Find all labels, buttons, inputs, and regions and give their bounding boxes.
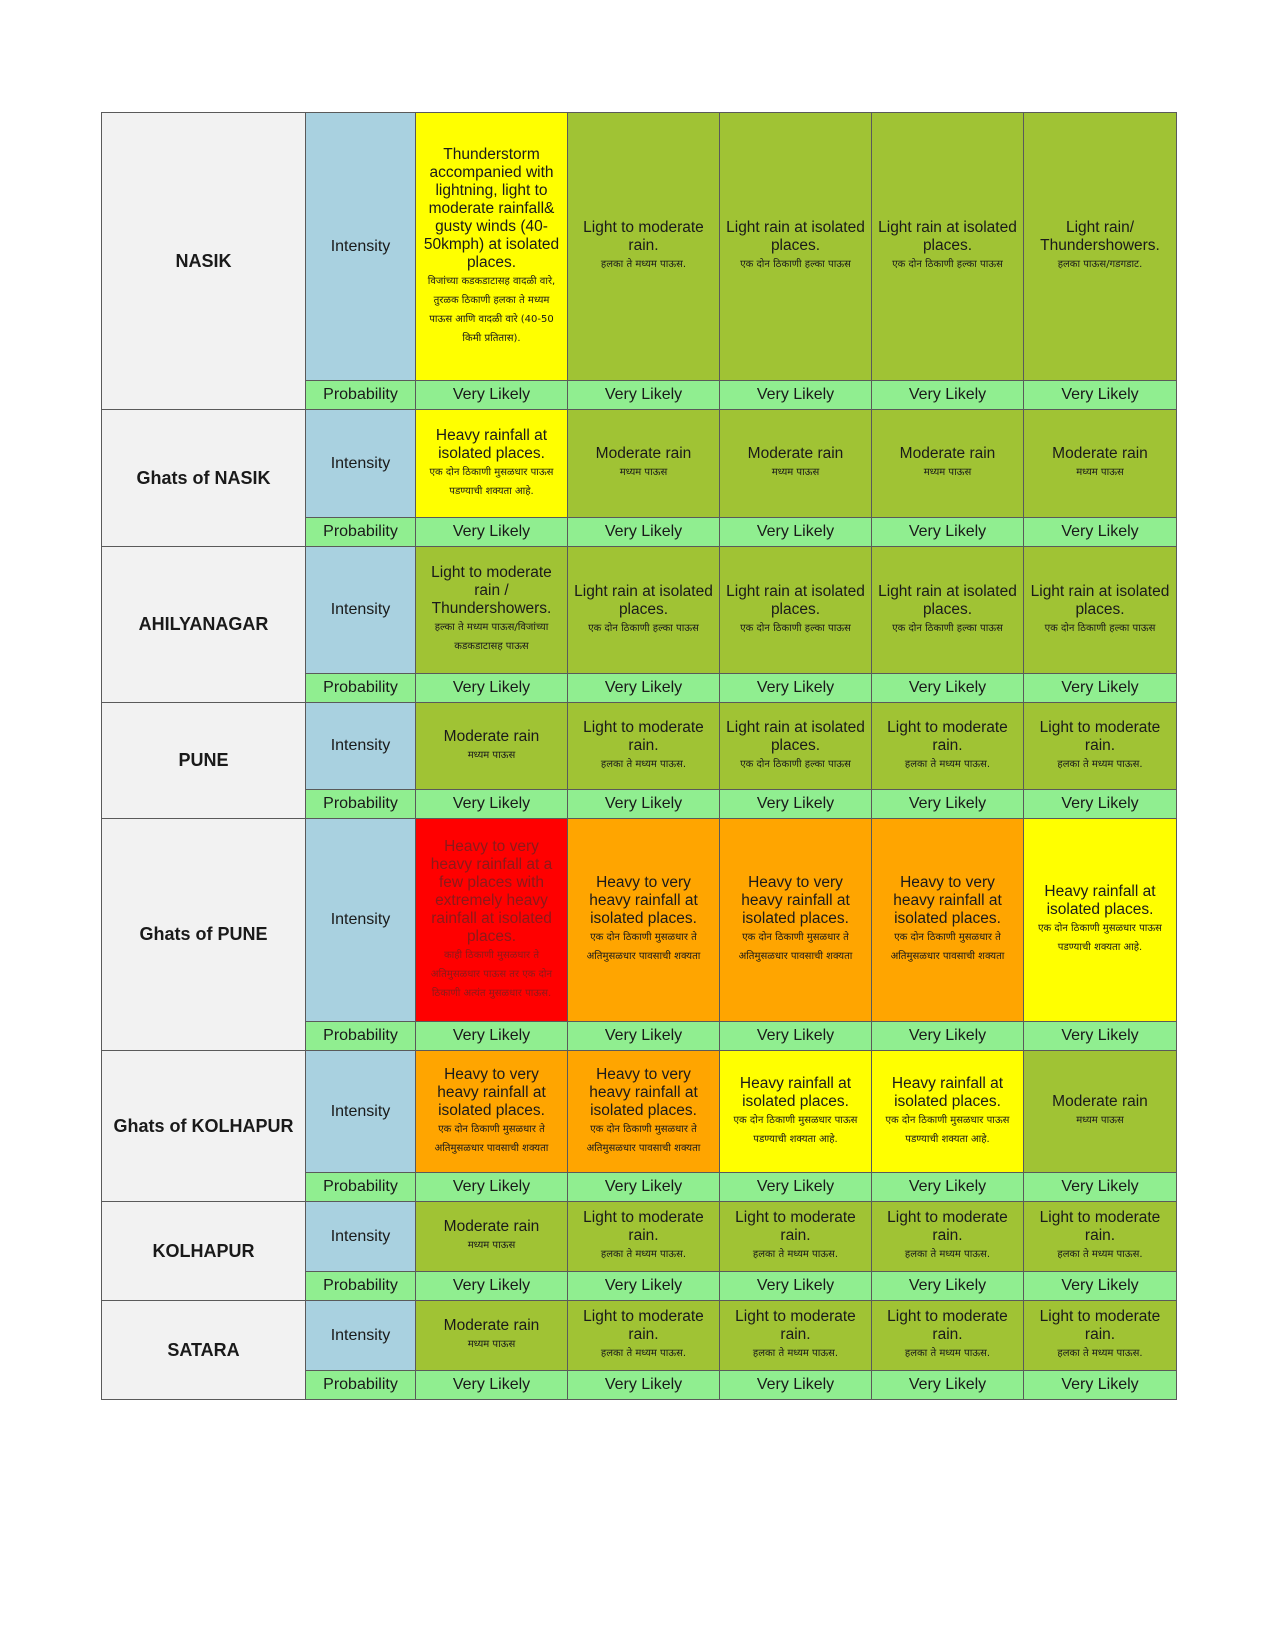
district-name: Ghats of KOLHAPUR <box>102 1051 306 1202</box>
forecast-english: Light rain at isolated places. <box>878 582 1017 618</box>
district-name: Ghats of PUNE <box>102 819 306 1051</box>
probability-cell: Very Likely <box>416 381 568 410</box>
forecast-marathi: एक दोन ठिकाणी मुसळधार ते अतिमुसळधार पावसाची शक्यता <box>586 1123 701 1154</box>
forecast-marathi: मध्यम पाऊस <box>619 467 668 478</box>
probability-cell: Very Likely <box>872 381 1024 410</box>
intensity-cell <box>872 547 1024 674</box>
forecast-marathi: विजांच्या कडकडाटासह वादळी वारे, तुरळक ठिकाणी हलका ते मध्यम पाऊस आणि वादळी वारे (40-50 किमी प्रतितास). <box>427 275 556 344</box>
intensity-cell <box>1024 819 1177 1022</box>
forecast-marathi: हलका ते मध्यम पाऊस. <box>904 758 991 770</box>
forecast-marathi: एक दोन ठिकाणी मुसळधार पाऊस पडण्याची शक्यता आहे. <box>733 1114 858 1145</box>
intensity-cell <box>872 1202 1024 1272</box>
intensity-cell <box>1024 547 1177 674</box>
forecast-marathi: हलका ते मध्यम पाऊस. <box>904 1249 991 1260</box>
intensity-cell <box>1024 1051 1177 1173</box>
probability-cell: Very Likely <box>872 674 1024 703</box>
probability-label: Probability <box>306 674 416 703</box>
forecast-english: Heavy to very heavy rainfall at isolated places. <box>589 874 698 927</box>
forecast-marathi: हलका ते मध्यम पाऊस. <box>752 1249 839 1260</box>
forecast-english: Light rain at isolated places. <box>726 718 865 754</box>
intensity-cell <box>872 1051 1024 1173</box>
probability-label: Probability <box>306 1272 416 1301</box>
forecast-english: Moderate rain <box>747 445 844 462</box>
intensity-cell <box>872 819 1024 1022</box>
forecast-english: Heavy rainfall at isolated places. <box>1044 883 1156 918</box>
probability-cell: Very Likely <box>720 381 872 410</box>
intensity-cell <box>416 819 568 1022</box>
forecast-english: Light to moderate rain. <box>735 1209 856 1244</box>
probability-cell: Very Likely <box>1024 674 1177 703</box>
probability-cell: Very Likely <box>872 1371 1024 1400</box>
probability-label: Probability <box>306 1173 416 1202</box>
forecast-english: Light rain at isolated places. <box>726 219 865 254</box>
forecast-marathi: एक दोन ठिकाणी मुसळधार ते अतिमुसळधार पावसाची शक्यता <box>434 1123 549 1154</box>
intensity-cell <box>720 410 872 518</box>
probability-cell: Very Likely <box>416 1272 568 1301</box>
forecast-english: Heavy to very heavy rainfall at isolated places. <box>893 874 1002 927</box>
probability-cell: Very Likely <box>1024 790 1177 819</box>
intensity-cell <box>720 1051 872 1173</box>
probability-cell: Very Likely <box>720 790 872 819</box>
forecast-english: Light to moderate rain. <box>583 1209 704 1244</box>
forecast-english: Moderate rain <box>899 445 996 462</box>
probability-cell: Very Likely <box>872 1022 1024 1051</box>
forecast-english: Light to moderate rain / Thundershowers. <box>431 564 552 617</box>
intensity-label: Intensity <box>306 1051 416 1173</box>
intensity-row <box>102 819 1177 1022</box>
district-name: Ghats of NASIK <box>102 410 306 547</box>
forecast-english: Heavy to very heavy rainfall at a few places with extremely heavy rainfall at isolated places. <box>430 837 553 945</box>
intensity-row <box>102 410 1177 518</box>
forecast-english: Light rain at isolated places. <box>726 582 865 618</box>
intensity-label: Intensity <box>306 703 416 790</box>
forecast-english: Heavy to very heavy rainfall at isolated places. <box>589 1065 698 1119</box>
probability-label: Probability <box>306 1371 416 1400</box>
intensity-row <box>102 1202 1177 1272</box>
forecast-marathi: एक दोन ठिकाणी हल्का पाऊस <box>740 259 851 270</box>
forecast-english: Moderate rain <box>595 445 692 462</box>
intensity-cell <box>872 1301 1024 1371</box>
district-name: SATARA <box>102 1301 306 1400</box>
probability-cell: Very Likely <box>416 518 568 547</box>
forecast-table <box>101 112 1177 1400</box>
forecast-marathi: मध्यम पाऊस <box>923 467 972 478</box>
forecast-marathi: हलका पाऊस/गडगडाट. <box>1057 259 1143 270</box>
intensity-cell <box>1024 113 1177 381</box>
intensity-label: Intensity <box>306 1202 416 1272</box>
intensity-cell <box>568 547 720 674</box>
intensity-cell <box>1024 1301 1177 1371</box>
intensity-cell <box>1024 703 1177 790</box>
intensity-cell <box>720 547 872 674</box>
forecast-marathi: एक दोन ठिकाणी मुसळधार पाऊस पडण्याची शक्यता आहे. <box>885 1114 1010 1145</box>
forecast-marathi: हलका ते मध्यम पाऊस. <box>1057 1249 1143 1260</box>
probability-cell: Very Likely <box>720 1173 872 1202</box>
probability-cell: Very Likely <box>416 1173 568 1202</box>
forecast-english: Light to moderate rain. <box>1039 718 1161 754</box>
district-name: NASIK <box>102 113 306 410</box>
intensity-cell <box>872 113 1024 381</box>
intensity-cell <box>568 819 720 1022</box>
forecast-marathi: हलका ते मध्यम पाऊस. <box>1057 1348 1143 1359</box>
intensity-cell <box>416 410 568 518</box>
probability-cell: Very Likely <box>720 518 872 547</box>
forecast-marathi: हलका ते मध्यम पाऊस. <box>752 1348 839 1359</box>
forecast-english: Light to moderate rain. <box>887 718 1008 754</box>
probability-cell: Very Likely <box>720 1371 872 1400</box>
forecast-marathi: हलका ते मध्यम पाऊस. <box>904 1348 991 1359</box>
forecast-english: Light to moderate rain. <box>583 219 704 254</box>
probability-cell: Very Likely <box>416 790 568 819</box>
forecast-marathi: एक दोन ठिकाणी हल्का पाऊस <box>740 622 851 634</box>
forecast-english: Light to moderate rain. <box>735 1308 856 1343</box>
intensity-label: Intensity <box>306 113 416 381</box>
forecast-marathi: एक दोन ठिकाणी हल्का पाऊस <box>588 622 699 634</box>
forecast-english: Moderate rain <box>443 1317 540 1334</box>
district-name: AHILYANAGAR <box>102 547 306 703</box>
forecast-english: Light to moderate rain. <box>887 1308 1008 1343</box>
forecast-table-body <box>102 113 1177 1400</box>
forecast-english: Moderate rain <box>443 727 540 745</box>
forecast-english: Moderate rain <box>1052 1093 1148 1110</box>
intensity-cell <box>720 819 872 1022</box>
forecast-marathi: एक दोन ठिकाणी हल्का पाऊस <box>1044 622 1156 634</box>
intensity-cell <box>416 113 568 381</box>
forecast-marathi: हलका ते मध्यम पाऊस. <box>1057 758 1143 770</box>
probability-cell: Very Likely <box>872 790 1024 819</box>
probability-cell: Very Likely <box>416 1371 568 1400</box>
probability-label: Probability <box>306 518 416 547</box>
forecast-english: Light rain at isolated places. <box>574 582 713 618</box>
probability-cell: Very Likely <box>568 1173 720 1202</box>
probability-cell: Very Likely <box>568 1272 720 1301</box>
intensity-cell <box>568 410 720 518</box>
forecast-marathi: हलका ते मध्यम पाऊस. <box>600 1249 687 1260</box>
probability-cell: Very Likely <box>568 790 720 819</box>
forecast-english: Light rain/ Thundershowers. <box>1040 219 1160 254</box>
forecast-marathi: मध्यम पाऊस <box>771 467 820 478</box>
probability-cell: Very Likely <box>872 518 1024 547</box>
probability-cell: Very Likely <box>1024 1173 1177 1202</box>
intensity-label: Intensity <box>306 547 416 674</box>
intensity-label: Intensity <box>306 819 416 1022</box>
probability-label: Probability <box>306 1022 416 1051</box>
forecast-english: Heavy to very heavy rainfall at isolated places. <box>741 874 850 927</box>
forecast-marathi: एक दोन ठिकाणी मुसळधार पाऊस पडण्याची शक्यता आहे. <box>429 466 554 497</box>
intensity-cell <box>416 1202 568 1272</box>
intensity-cell <box>568 1051 720 1173</box>
probability-cell: Very Likely <box>416 1022 568 1051</box>
probability-cell: Very Likely <box>872 1173 1024 1202</box>
forecast-english: Light to moderate rain. <box>1039 1308 1161 1343</box>
forecast-marathi: हल्का ते मध्यम पाऊस/विजांच्या कडकडाटासह पाऊस <box>434 622 549 652</box>
forecast-marathi: मध्यम पाऊस <box>467 749 516 761</box>
intensity-cell <box>872 410 1024 518</box>
forecast-english: Moderate rain <box>1052 445 1148 462</box>
probability-cell: Very Likely <box>568 1371 720 1400</box>
forecast-english: Light to moderate rain. <box>1039 1209 1161 1244</box>
intensity-row <box>102 1051 1177 1173</box>
forecast-marathi: हलका ते मध्यम पाऊस. <box>600 1348 687 1359</box>
forecast-marathi: एक दोन ठिकाणी मुसळधार ते अतिमुसळधार पावसाची शक्यता <box>586 932 701 962</box>
forecast-english: Light rain at isolated places. <box>878 219 1017 254</box>
forecast-marathi: मध्यम पाऊस <box>467 1240 516 1251</box>
forecast-english: Thunderstorm accompanied with lightning, light to moderate rainfall& gusty winds (40-50kmph) at isolated places. <box>423 145 560 271</box>
forecast-marathi: मध्यम पाऊस <box>1076 467 1124 478</box>
intensity-cell <box>416 703 568 790</box>
intensity-cell <box>1024 1202 1177 1272</box>
intensity-cell <box>720 1301 872 1371</box>
probability-label: Probability <box>306 790 416 819</box>
forecast-marathi: एक दोन ठिकाणी हल्का पाऊस <box>740 758 851 770</box>
intensity-row <box>102 113 1177 381</box>
forecast-english: Light to moderate rain. <box>887 1209 1008 1244</box>
forecast-marathi: काही ठिकाणी मुसळधार ते अतिमुसळधार पाऊस तर एक दोन ठिकाणी अत्यंत मुसळधार पाऊस. <box>430 949 553 999</box>
probability-cell: Very Likely <box>1024 381 1177 410</box>
intensity-cell <box>720 113 872 381</box>
forecast-marathi: मध्यम पाऊस <box>1076 1115 1124 1126</box>
intensity-cell <box>568 1202 720 1272</box>
forecast-marathi: मध्यम पाऊस <box>467 1339 516 1350</box>
forecast-english: Light rain at isolated places. <box>1030 582 1170 618</box>
intensity-cell <box>720 703 872 790</box>
forecast-english: Light to moderate rain. <box>583 1308 704 1343</box>
intensity-cell <box>872 703 1024 790</box>
probability-cell: Very Likely <box>720 1022 872 1051</box>
forecast-english: Heavy rainfall at isolated places. <box>435 426 548 462</box>
probability-cell: Very Likely <box>1024 1022 1177 1051</box>
intensity-cell <box>416 547 568 674</box>
intensity-row <box>102 703 1177 790</box>
forecast-marathi: एक दोन ठिकाणी हल्का पाऊस <box>892 622 1003 634</box>
probability-cell: Very Likely <box>568 518 720 547</box>
intensity-cell <box>416 1301 568 1371</box>
intensity-row <box>102 1301 1177 1371</box>
intensity-row <box>102 547 1177 674</box>
probability-label: Probability <box>306 381 416 410</box>
district-name: PUNE <box>102 703 306 819</box>
forecast-marathi: एक दोन ठिकाणी मुसळधार पाऊस पडण्याची शक्यता आहे. <box>1038 923 1162 953</box>
intensity-cell <box>568 113 720 381</box>
forecast-marathi: एक दोन ठिकाणी मुसळधार ते अतिमुसळधार पावसाची शक्यता <box>738 932 853 962</box>
forecast-marathi: एक दोन ठिकाणी मुसळधार ते अतिमुसळधार पावसाची शक्यता <box>890 932 1005 962</box>
probability-cell: Very Likely <box>1024 1371 1177 1400</box>
forecast-english: Moderate rain <box>443 1218 540 1235</box>
district-name: KOLHAPUR <box>102 1202 306 1301</box>
probability-cell: Very Likely <box>568 381 720 410</box>
forecast-english: Heavy to very heavy rainfall at isolated places. <box>437 1065 546 1119</box>
intensity-cell <box>568 703 720 790</box>
probability-cell: Very Likely <box>1024 1272 1177 1301</box>
intensity-cell <box>568 1301 720 1371</box>
intensity-cell <box>416 1051 568 1173</box>
probability-cell: Very Likely <box>720 1272 872 1301</box>
forecast-english: Heavy rainfall at isolated places. <box>739 1074 852 1110</box>
intensity-cell <box>1024 410 1177 518</box>
probability-cell: Very Likely <box>872 1272 1024 1301</box>
forecast-marathi: एक दोन ठिकाणी हल्का पाऊस <box>892 259 1003 270</box>
probability-cell: Very Likely <box>720 674 872 703</box>
probability-cell: Very Likely <box>1024 518 1177 547</box>
probability-cell: Very Likely <box>568 1022 720 1051</box>
forecast-english: Heavy rainfall at isolated places. <box>891 1074 1004 1110</box>
probability-cell: Very Likely <box>416 674 568 703</box>
intensity-cell <box>720 1202 872 1272</box>
intensity-label: Intensity <box>306 410 416 518</box>
intensity-label: Intensity <box>306 1301 416 1371</box>
forecast-marathi: हलका ते मध्यम पाऊस. <box>600 259 687 270</box>
forecast-marathi: हलका ते मध्यम पाऊस. <box>600 758 687 770</box>
forecast-english: Light to moderate rain. <box>583 718 704 754</box>
probability-cell: Very Likely <box>568 674 720 703</box>
